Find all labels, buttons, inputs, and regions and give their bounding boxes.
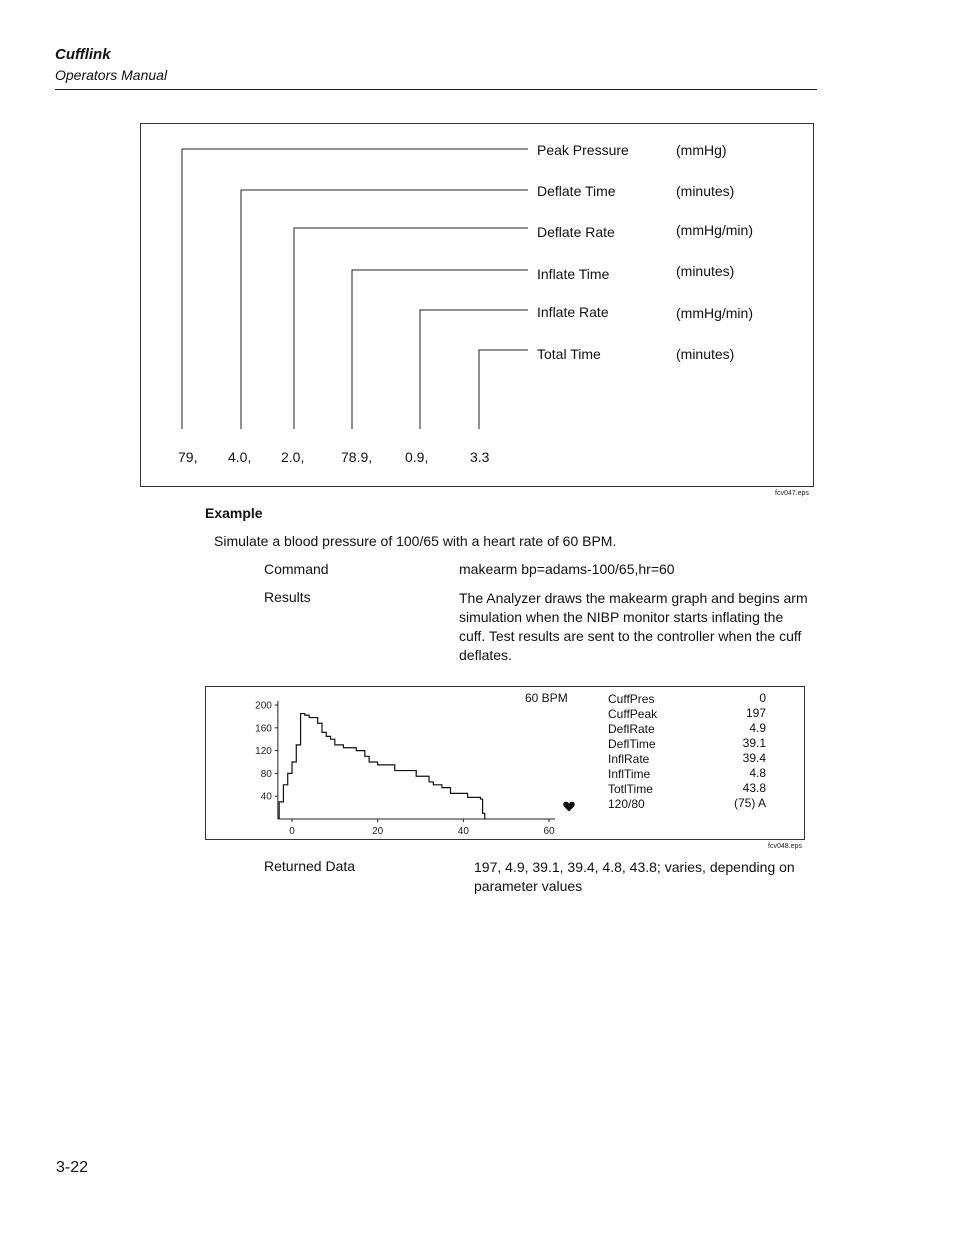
y-tick-label: 120 — [255, 746, 272, 758]
field-value-deflate-rate: 2.0, — [281, 449, 305, 465]
field-value-total-time: 3.3 — [470, 449, 490, 465]
field-label-inflate-time: Inflate Time — [537, 266, 610, 282]
cuff-pressure-step-line — [279, 714, 485, 819]
y-tick-label: 160 — [255, 723, 272, 735]
readout-value-inflrate: 39.4 — [742, 751, 766, 765]
readout-value-cuffpres: 0 — [759, 691, 766, 705]
readout-value-cuffpeak: 197 — [745, 706, 766, 720]
field-value-peak-pressure: 79, — [178, 449, 198, 465]
readout-name-defltime: DeflTime — [608, 737, 656, 751]
field-value-deflate-time: 4.0, — [228, 449, 252, 465]
y-tick-label: 40 — [260, 791, 272, 803]
field-label-deflate-time: Deflate Time — [537, 183, 616, 199]
field-value-inflate-rate: 0.9, — [405, 449, 429, 465]
y-tick-label: 200 — [255, 700, 272, 712]
readout-name-deflrate: DeflRate — [608, 722, 655, 736]
readout-value-bp: (75) A — [733, 796, 766, 810]
manual-title: Cufflink — [55, 46, 111, 63]
returned-data-value: 197, 4.9, 39.1, 39.4, 4.8, 43.8; varies, depending on parameter values — [474, 859, 795, 894]
y-tick-label: 80 — [260, 768, 272, 780]
field-unit-inflate-time: (minutes) — [676, 263, 735, 279]
field-unit-deflate-rate: (mmHg/min) — [676, 222, 753, 238]
results-description: The Analyzer draws the makearm graph and begins arm simulation when the NIBP monitor starts inflating the cuff. Test results are sent to the controller when the cuff deflates. — [459, 590, 808, 663]
x-tick-label: 60 — [543, 826, 555, 837]
x-tick-label: 20 — [372, 826, 384, 837]
field-label-deflate-rate: Deflate Rate — [537, 224, 615, 240]
x-tick-label: 40 — [457, 826, 469, 837]
field-breakdown-diagram — [140, 123, 814, 487]
bpm-annotation: 60 BPM — [525, 691, 568, 705]
figure-tag-2: fcv048.eps — [768, 843, 802, 850]
command-label: Command — [264, 561, 329, 577]
readout-names — [608, 692, 657, 812]
field-label-inflate-rate: Inflate Rate — [537, 304, 609, 320]
readout-value-infltime: 4.8 — [749, 766, 766, 780]
field-value-inflate-time: 78.9, — [341, 449, 373, 465]
field-label-total-time: Total Time — [537, 346, 601, 362]
header-divider — [55, 89, 817, 90]
readout-name-infltime: InflTime — [608, 767, 651, 781]
field-unit-peak-pressure: (mmHg) — [676, 142, 727, 158]
results-label: Results — [264, 589, 311, 605]
readout-value-totltime: 43.8 — [742, 781, 766, 795]
readout-name-bp: 120/80 — [608, 797, 645, 811]
readout-value-defltime: 39.1 — [742, 736, 766, 750]
readout-name-cuffpeak: CuffPeak — [608, 707, 658, 721]
readout-name-totltime: TotlTime — [608, 782, 653, 796]
leader-line-total-time — [479, 350, 528, 429]
heart-icon — [563, 801, 575, 812]
x-tick-label: 0 — [289, 826, 295, 837]
leader-line-inflate-rate — [420, 310, 528, 429]
returned-data-label: Returned Data — [264, 858, 356, 874]
leader-line-peak-pressure — [182, 149, 528, 429]
field-unit-deflate-time: (minutes) — [676, 183, 735, 199]
field-unit-inflate-rate: (mmHg/min) — [676, 305, 753, 321]
page-number: 3-22 — [56, 1159, 89, 1176]
readout-values — [706, 691, 766, 811]
leader-line-deflate-rate — [294, 228, 528, 429]
readout-value-deflrate: 4.9 — [749, 721, 766, 735]
readout-name-cuffpres: CuffPres — [608, 692, 655, 706]
command-value: makearm bp=adams-100/65,hr=60 — [459, 561, 675, 577]
figure-tag-1: fcv047.eps — [775, 490, 809, 497]
example-heading: Example — [205, 505, 263, 521]
field-unit-total-time: (minutes) — [676, 346, 735, 362]
field-label-peak-pressure: Peak Pressure — [537, 142, 629, 158]
example-intro: Simulate a blood pressure of 100/65 with a heart rate of 60 BPM. — [214, 533, 617, 549]
readout-name-inflrate: InflRate — [608, 752, 650, 766]
manual-subtitle: Operators Manual — [55, 67, 168, 83]
makearm-graph-panel — [205, 686, 805, 840]
